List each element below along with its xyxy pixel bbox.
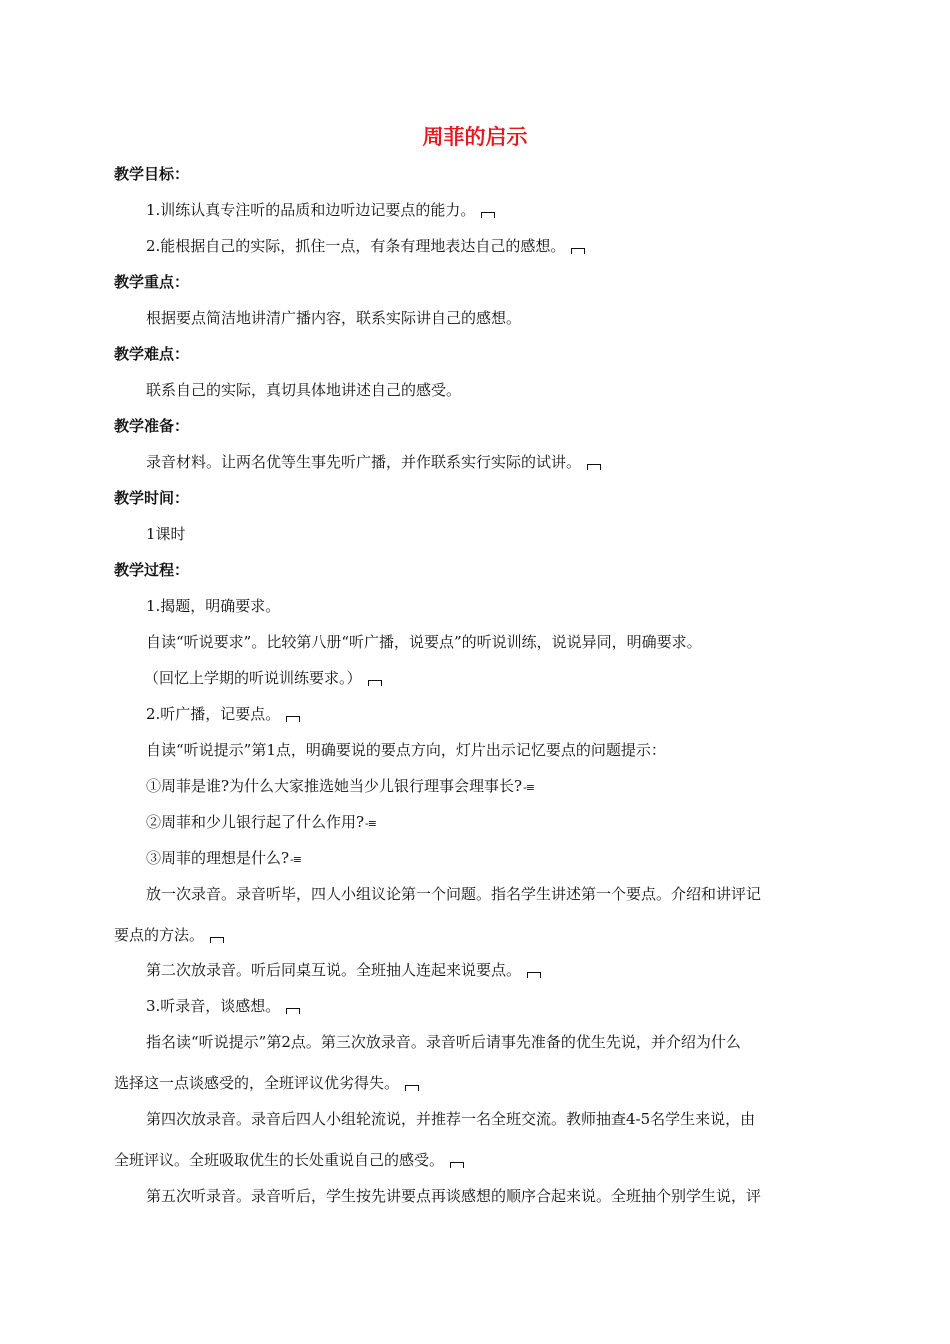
question-1: ①周菲是谁?为什么大家推选她当少儿银行理事会理事长?-≡ (146, 777, 535, 795)
question-3: ③周菲的理想是什么?-≡ (146, 849, 301, 867)
play3-line2: 选择这一点谈感受的，全班评议优劣得失。 (114, 1072, 839, 1094)
goal-1: 1.训练认真专注听的品质和边听边记要点的能力。 (114, 199, 871, 221)
time-text: 1课时 (146, 525, 186, 543)
heading-time: 教学时间： (114, 489, 190, 507)
key-point-text: 根据要点简洁地讲清广播内容，联系实际讲自己的感想。 (146, 309, 522, 327)
preparation-text: 录音材料。让两名优等生事先听广播，并作联系实行实际的试讲。 (114, 451, 871, 473)
return-mark-icon (527, 969, 541, 979)
step2-title: 2.听广播，记要点。 (114, 703, 871, 725)
step2-text: 自读“听说提示”第1点，明确要说的要点方向，灯片出示记忆要点的问题提示： (146, 741, 666, 759)
goal-2: 2.能根据自己的实际，抓住一点，有条有理地表达自己的感想。 (114, 235, 871, 257)
heading-prep: 教学准备： (114, 417, 190, 435)
question-mark-icon: -≡ (523, 781, 535, 794)
question-mark-icon: -≡ (290, 853, 301, 866)
heading-process: 教学过程： (114, 561, 190, 579)
question-2: ②周菲和少儿银行起了什么作用?-≡ (146, 813, 376, 831)
return-mark-icon (571, 245, 585, 255)
play1-line2: 要点的方法。 (114, 924, 839, 946)
return-mark-icon (405, 1082, 419, 1092)
return-mark-icon (286, 1005, 300, 1015)
heading-goals: 教学目标： (114, 165, 190, 183)
play4-line1: 第四次放录音。录音后四人小组轮流说，并推荐一名全班交流。教师抽查4-5名学生来说，由 (146, 1110, 756, 1128)
play1-line1: 放一次录音。录音听毕，四人小组议论第一个问题。指名学生讲述第一个要点。介绍和讲评记 (146, 885, 762, 903)
step1-text: 自读“听说要求”。比较第八册“听广播，说要点”的听说训练，说说异同，明确要求。 (146, 633, 702, 651)
play5-line1: 第五次听录音。录音听后，学生按先讲要点再谈感想的顺序合起来说。全班抽个别学生说，评 (146, 1187, 762, 1205)
return-mark-icon (450, 1159, 464, 1169)
heading-difficult: 教学难点： (114, 345, 190, 363)
question-mark-icon: -≡ (365, 817, 376, 830)
return-mark-icon (481, 209, 495, 219)
document-title: 周菲的启示 (422, 125, 528, 149)
return-mark-icon (368, 677, 382, 687)
return-mark-icon (587, 461, 601, 471)
step1-note: （回忆上学期的听说训练要求。） (114, 667, 869, 689)
return-mark-icon (286, 713, 300, 723)
play2-text: 第二次放录音。听后同桌互说。全班抽人连起来说要点。 (114, 959, 871, 981)
step3-title: 3.听录音，谈感想。 (114, 995, 871, 1017)
play3-line1: 指名读“听说提示”第2点。第三次放录音。录音听后请事先准备的优生先说，并介绍为什么 (146, 1033, 741, 1051)
return-mark-icon (210, 934, 224, 944)
heading-key: 教学重点： (114, 273, 190, 291)
difficulty-text: 联系自己的实际，真切具体地讲述自己的感受。 (146, 381, 462, 399)
play4-line2: 全班评议。全班吸取优生的长处重说自己的感受。 (114, 1149, 839, 1171)
step1-title: 1.揭题，明确要求。 (146, 597, 281, 615)
